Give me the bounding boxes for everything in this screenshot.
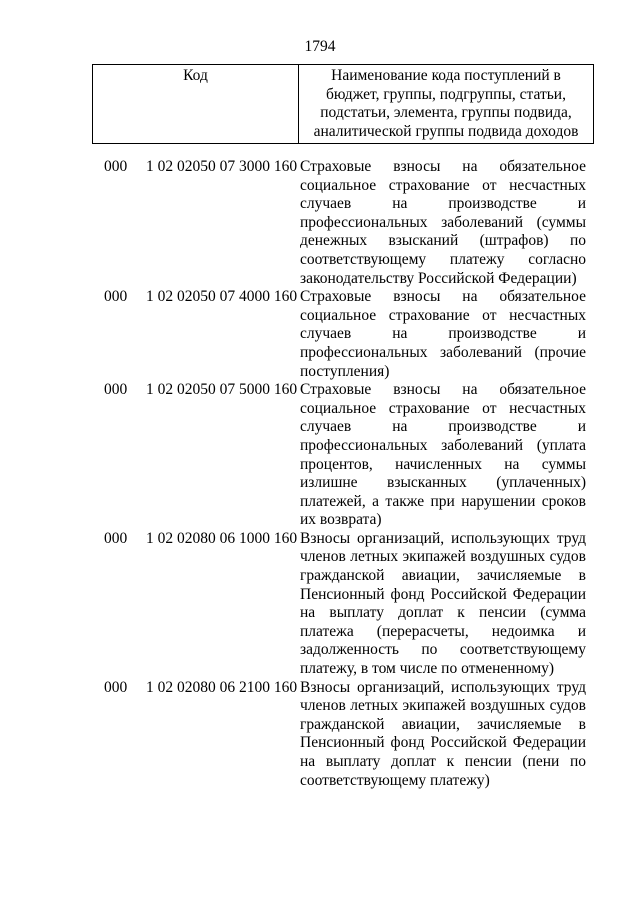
code-column-header: Код: [93, 65, 299, 144]
revenue-code: 1 02 02050 07 5000 160: [146, 381, 298, 399]
table-row: [0, 288, 640, 381]
admin-code: 000: [104, 529, 128, 547]
table-row: [0, 530, 640, 679]
revenue-name: Страховые взносы на обязательное социальное страхование от несчастных случаев на производстве и профессиональных заболеваний (уплата процентов, начисленных на суммы излишне взысканных (уплаченных) платежей, а также при нарушении сроков их возврата): [300, 381, 586, 529]
page-number: 1794: [304, 38, 336, 55]
admin-code: 000: [104, 288, 128, 306]
admin-code: 000: [104, 678, 128, 696]
table-header: [92, 64, 594, 144]
table-row: [0, 158, 640, 288]
revenue-code: 1 02 02080 06 1000 160: [146, 529, 298, 547]
table-row: [0, 679, 640, 791]
admin-code: 000: [104, 158, 128, 175]
name-column-header: Наименование кода поступлений в бюджет, группы, подгруппы, статьи, подстатьи, элемента, группы подвида, аналитической группы подвида доходов: [299, 65, 594, 144]
revenue-name: Взносы организаций, использующих труд членов летных экипажей воздушных судов гражданской авиации, зачисляемые в Пенсионный фонд Российской Федерации на выплату доплат к пенсии (пени по соответствующему платежу): [300, 678, 586, 789]
revenue-code: 1 02 02050 07 4000 160: [146, 288, 298, 306]
revenue-name: Страховые взносы на обязательное социальное страхование от несчастных случаев на производстве и профессиональных заболеваний (суммы денежных взысканий (штрафов) по соответствующему платежу согласно законодательству Российской Федерации): [300, 158, 586, 287]
revenue-code: 1 02 02050 07 3000 160: [146, 158, 298, 175]
table-row: [0, 381, 640, 530]
revenue-name: Страховые взносы на обязательное социальное страхование от несчастных случаев на производстве и профессиональных заболеваний (прочие поступления): [300, 288, 586, 380]
admin-code: 000: [104, 381, 128, 399]
revenue-name: Взносы организаций, использующих труд членов летных экипажей воздушных судов гражданской авиации, зачисляемые в Пенсионный фонд Российской Федерации на выплату доплат к пенсии (сумма платежа (перерасчеты, недоимка и задолженность по соответствующему платежу, в том числе по отмененному): [300, 529, 586, 678]
revenue-code: 1 02 02080 06 2100 160: [146, 678, 298, 696]
table-body: [0, 158, 640, 790]
